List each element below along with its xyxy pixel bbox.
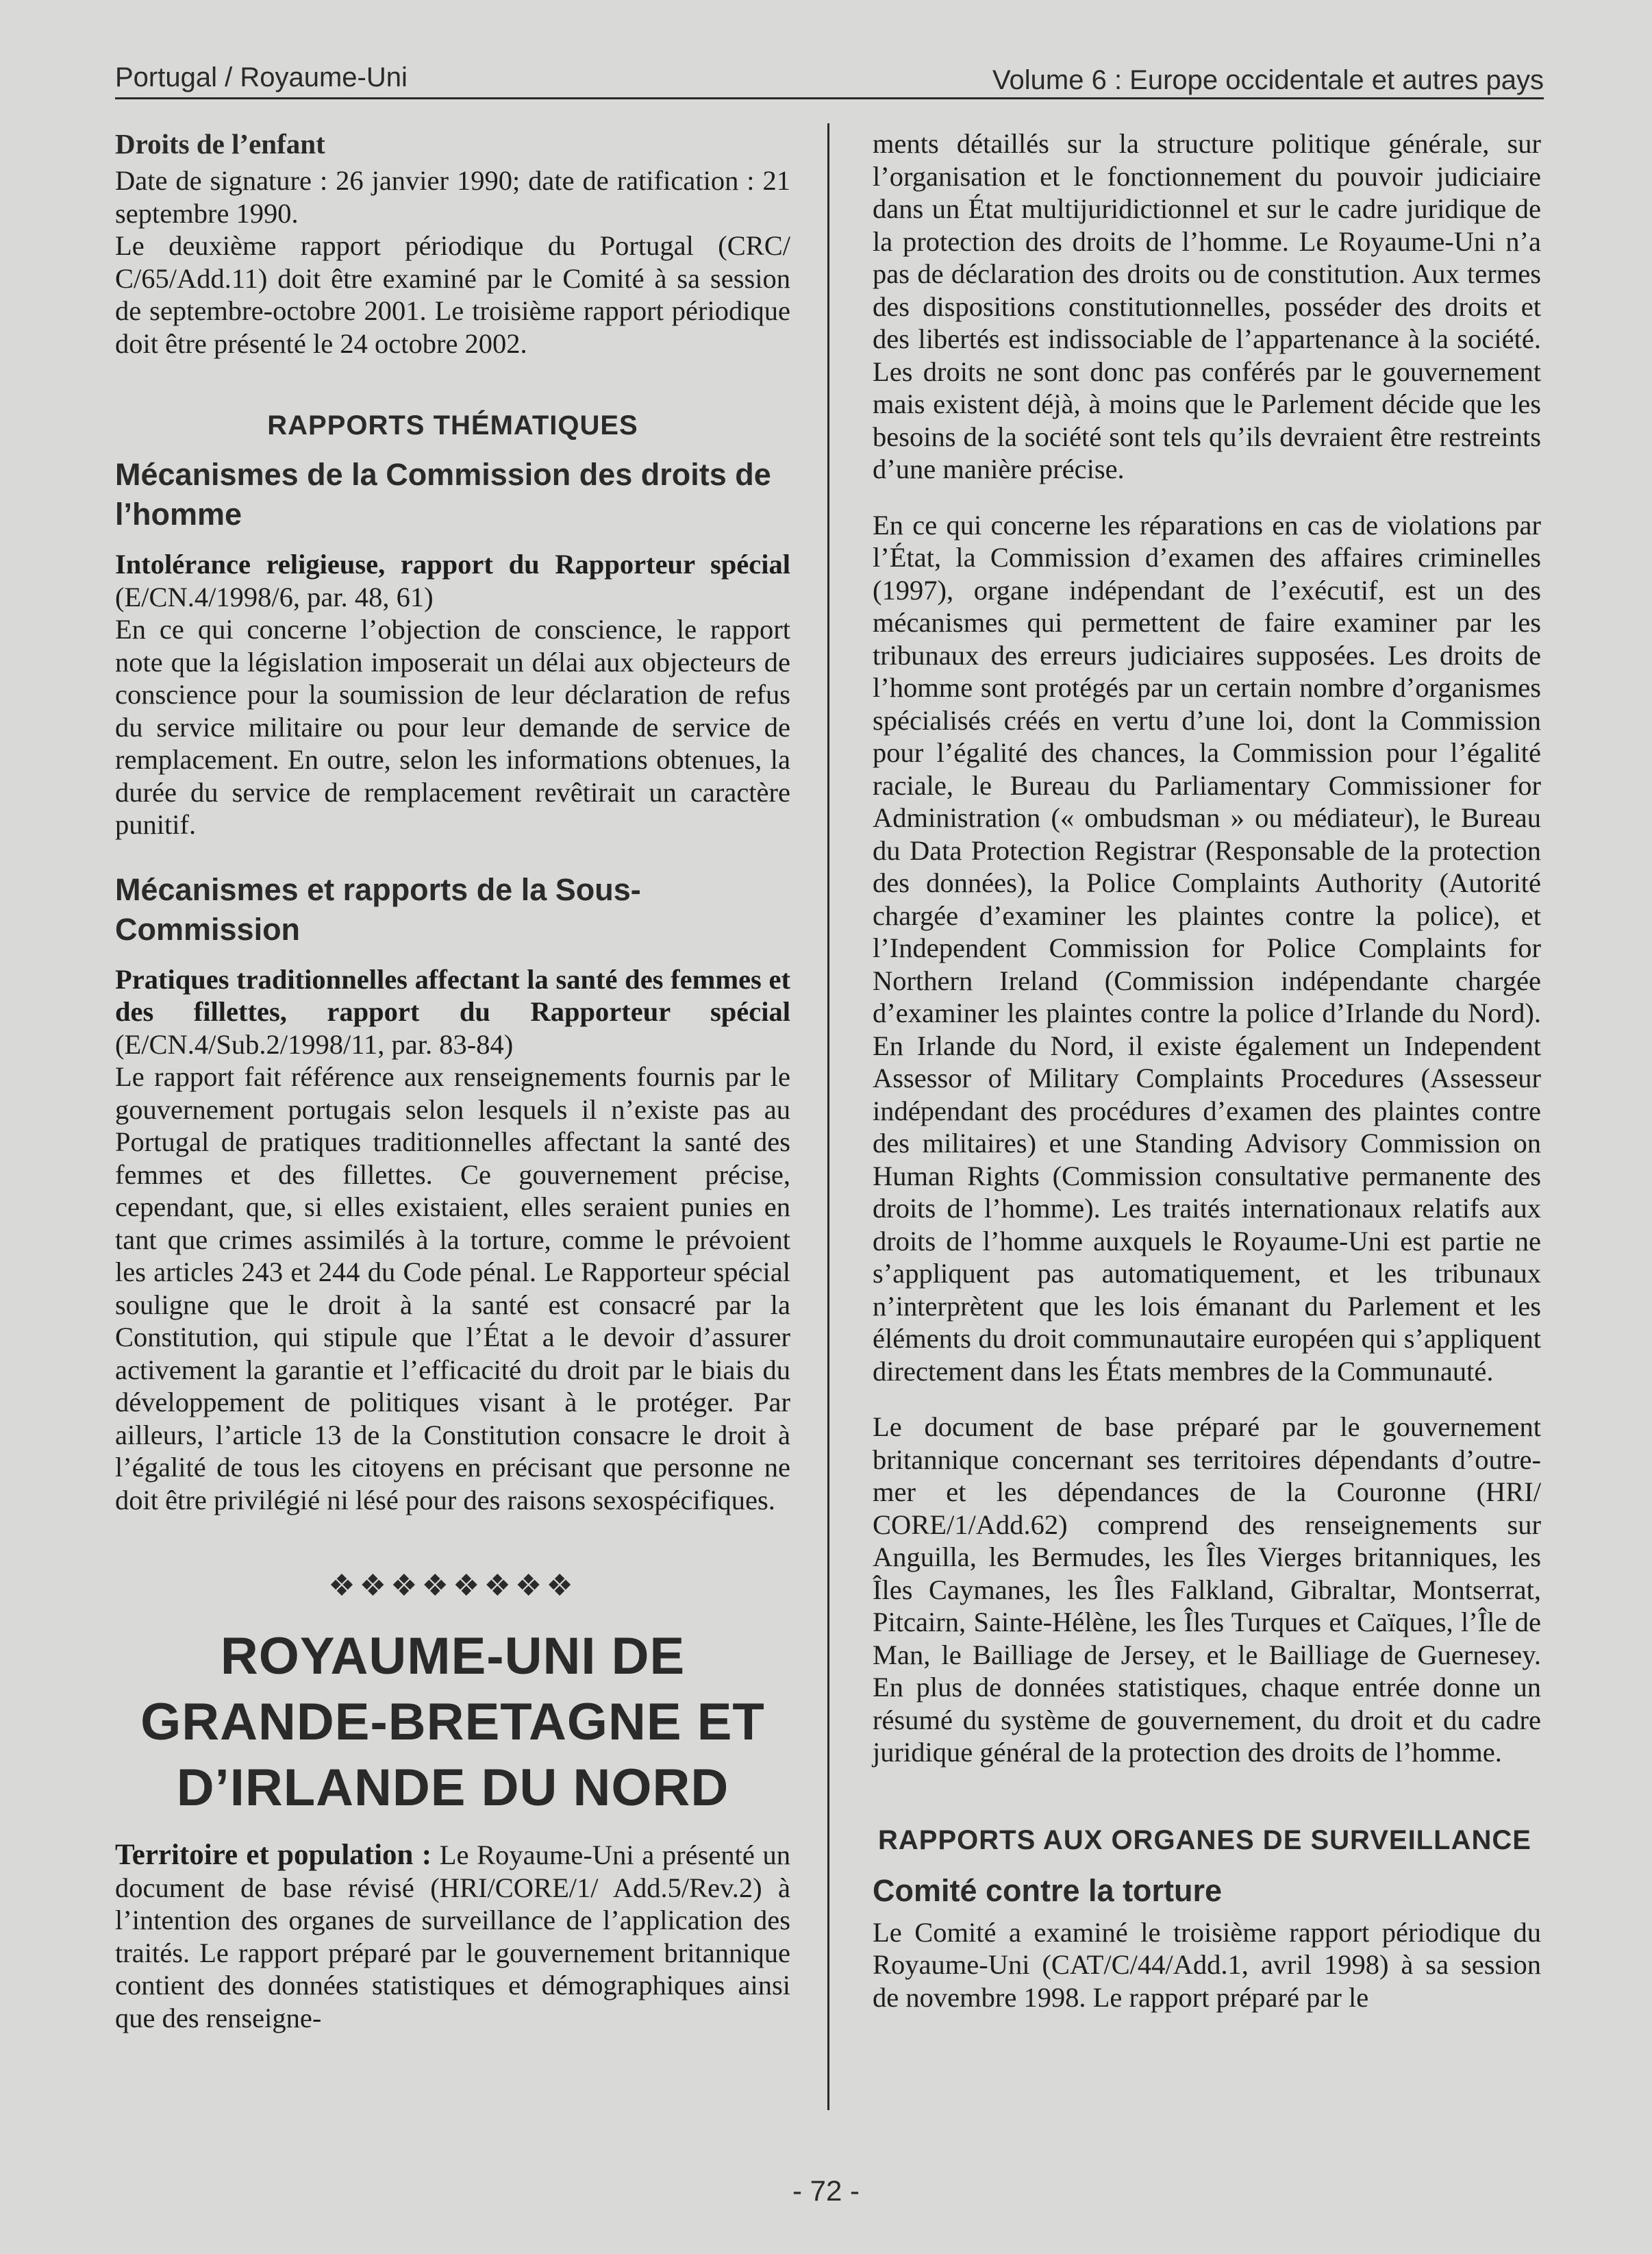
intolerance-text: En ce qui concerne l’objection de conscience, le rapport note que la législation imposerait un délai aux objecteurs de conscience pour la soumission de leur déclaration de refus du service militaire ou pour leur demande de service de remplacement. En outre, selon les informations obtenues, la durée du service de remplacement revêtirait un caractère punitif. — [115, 614, 790, 840]
right-paragraph-3: Le document de base préparé par le gouvernement britannique concernant ses territoires dépendants d’outre-mer et les dépendances de la Couronne (HRI/ CORE/1/Add.62) comprend des renseignements sur Anguilla, les Bermudes, les Îles Vierges britanniques, les Îles Caymanes, les Îles Falkland, Gibraltar, Montserrat, Pitcairn, Sainte-Hélène, les Îles Turques et Caïques, l’Île de Man, le Bailliage de Jersey, et le Bailliage de Guernesey. En plus de données statistiques, chaque entrée donne un résumé du système de gouvernement, du droit et du cadre juridique général de la protection des droits de l’homme. — [873, 1411, 1541, 1768]
page-number: - 72 - — [792, 2175, 860, 2207]
header-country: Portugal / Royaume-Uni — [115, 62, 408, 92]
pratiques-reference: (E/CN.4/Sub.2/1998/11, par. 83-84) — [115, 1028, 514, 1060]
right-column — [873, 127, 1541, 2014]
commission-mechanisms-heading: Mécanismes de la Commission des droits de l’homme — [115, 457, 771, 532]
running-header — [115, 42, 1544, 99]
sub-commission-heading: Mécanismes et rapports de la Sous-Commission — [115, 871, 641, 947]
column-divider — [827, 123, 829, 2110]
intolerance-title-line — [115, 548, 790, 613]
rapports-organes-heading: RAPPORTS AUX ORGANES DE SURVEILLANCE — [878, 1824, 1531, 1855]
intolerance-reference: (E/CN.4/1998/6, par. 48, 61) — [115, 581, 434, 612]
right-paragraph-4: Le Comité a examiné le troisième rapport périodique du Royaume-Uni (CAT/C/44/Add.1, avril 1998) à sa session de novembre 1998. Le rapport préparé par le — [873, 1916, 1541, 2013]
left-column — [115, 127, 790, 2034]
droits-enfant-heading: Droits de l’enfant — [115, 128, 325, 160]
country-title — [115, 1624, 790, 1821]
pratiques-text: Le rapport fait référence aux renseignements fournis par le gouvernement portugais selon lesquels il n’existe pas au Portugal de pratiques traditionnelles affectant la santé des femmes et des fillettes. Ce gouvernement précise, cependant, que, si elles existaient, elles seraient punies en tant que crimes assimilés à la torture, comme le prévoient les articles 243 et 244 du Code pénal. Le Rapporteur spécial souligne que le droit à la santé est consacré par la Constitution, qui stipule que l’État a le devoir d’assurer activement la garantie et l’efficacité du droit par le biais du développement de politiques visant à le protéger. Par ailleurs, l’article 13 de la Constitution consacre le droit à l’égalité de tous les citoyens en précisant que personne ne doit être privilégié ni lésé pour des raisons sexospécifiques. — [115, 1061, 790, 1515]
country-title-line-1: ROYAUME-UNI DE — [220, 1627, 686, 1685]
right-paragraph-2: En ce qui concerne les réparations en cas de violations par l’État, la Commission d’examen des affaires criminelles (1997), organe indépendant de l’exécutif, est un des mécanismes qui permettent de faire examiner par les tribunaux des erreurs judiciaires supposées. Les droits de l’homme sont protégés par un certain nombre d’organismes spécialisés créés en vertu d’une loi, dont la Commission pour l’égalité des chances, la Commission pour l’égalité raciale, le Bureau du Parliamentary Commissioner for Administration (« ombudsman » ou médiateur), le Bureau du Data Protection Registrar (Responsable de la protection des données), la Police Complaints Authority (Autorité chargée d’examiner les plaintes contre la police), et l’Independent Commission for Police Complaints for Northern Ireland (Commission indépendante chargée d’examiner les plaintes contre la police d’Irlande du Nord). En Irlande du Nord, il existe également un Independent Assessor of Military Complaints Procedures (Assesseur indépendant des procédures d’examen des plaintes contre des militaires) et une Standing Advisory Commission on Human Rights (Commission consultative permanente des droits de l’homme). Les traités internationaux relatifs aux droits de l’homme auxquels le Royaume-Uni est partie ne s’appliquent pas automatiquement, et les tribunaux n’interprètent que les lois émanant du Parlement et les éléments du droit communautaire européen qui s’appliquent directement dans les États membres de la Communauté. — [873, 509, 1541, 1387]
territoire-label: Territoire et population : — [115, 1839, 432, 1871]
territoire-text: Le Royaume-Uni a présenté un document de base révisé (HRI/CORE/1/ Add.5/Rev.2) à l’intention des organes de surveillance de l’application des traités. Le rapport préparé par le gouvernement britannique contient des données statistiques et démographiques ainsi que des renseigne- — [115, 1840, 790, 2033]
section-ornament: ❖❖❖❖❖❖❖❖ — [328, 1568, 577, 1603]
pratiques-title-line — [115, 963, 790, 1061]
rapports-thematiques-heading: RAPPORTS THÉMATIQUES — [267, 410, 638, 441]
territoire-paragraph — [115, 1839, 790, 2034]
intolerance-title: Intolérance religieuse, rapport du Rapporteur spécial — [115, 549, 790, 580]
comite-torture-heading: Comité contre la torture — [873, 1872, 1223, 1908]
pratiques-title: Pratiques traditionnelles affectant la santé des femmes et des fillettes, rapport du Rapporteur spécial — [115, 963, 790, 1027]
right-paragraph-1: ments détaillés sur la structure politique générale, sur l’organisation et le fonctionnement du pouvoir judiciaire dans un État multijuridictionnel et sur le cadre juridique de la protection des droits de l’homme. Le Royaume-Uni n’a pas de déclaration des droits ou de constitution. Aux termes des dispositions constitutionnelles, posséder des droits et des libertés est indissociable de l’appartenance à la société. Les droits ne sont donc pas conférés par le gouvernement mais existent déjà, à moins que le Parlement décide que les besoins de la société sont tels qu’ils devraient être restreints d’une manière précise. — [873, 128, 1541, 484]
header-volume: Volume 6 : Europe occidentale et autres pays — [992, 65, 1544, 95]
country-title-line-3: D’IRLANDE DU NORD — [176, 1759, 729, 1817]
country-title-line-2: GRANDE-BRETAGNE ET — [140, 1693, 765, 1751]
droits-enfant-text: Date de signature : 26 janvier 1990; date de ratification : 21 septembre 1990. Le deuxième rapport périodique du Portugal (CRC/ C/65/Add.11) doit être examiné par le Comité à sa session de septembre-octobre 2001. Le troisième rapport périodique doit être présenté le 24 octobre 2002. — [115, 165, 790, 359]
